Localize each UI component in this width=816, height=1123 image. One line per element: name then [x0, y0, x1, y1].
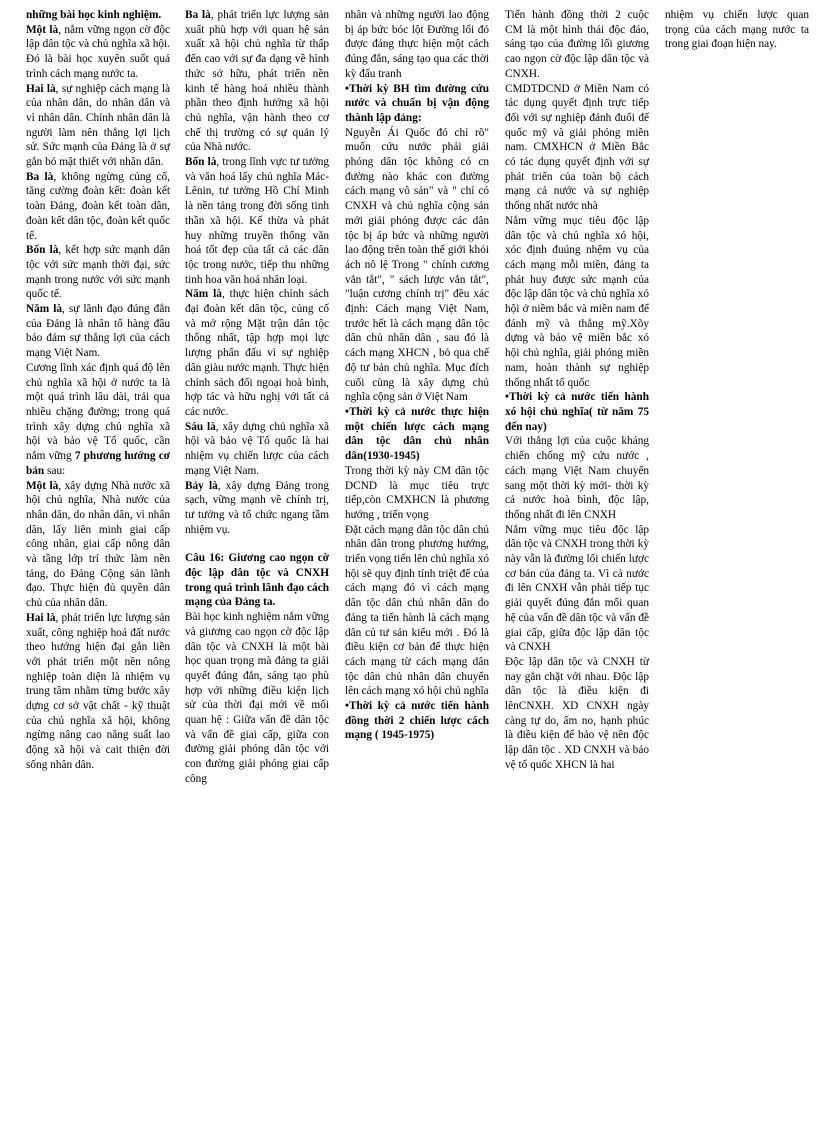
paragraph [185, 551, 329, 610]
bold-text: Sáu là [185, 420, 216, 433]
paragraph [26, 361, 170, 479]
body-text: nhân và những người lao động bị áp bức bóc lột Đường lối đó được đảng thực hiện một cách đúng đắn, sáng tạo qua các thời kỳ đấu tranh [345, 9, 489, 80]
paragraph [185, 610, 329, 786]
paragraph [345, 82, 489, 126]
paragraph [505, 523, 649, 655]
body-text: Với thắng lợi của cuộc kháng chiến chống mỹ cứu nước , cách mạng Việt Nam chuyển sang một thời kỳ mới- thời kỳ cả nước hoà bình, độc lập, thống nhất đi lên CNXH [505, 435, 649, 521]
body-text: , sự nghiệp cách mạng là của nhân dân, do nhân dân và vì nhân dân. Chính nhân dân là người làm nên thắng lợi lịch sử. Sức mạnh của Đảng là ở sự gắn bó mật thiết với nhân dân. [26, 82, 171, 169]
text-column-1 [26, 8, 170, 773]
paragraph [345, 523, 489, 699]
paragraph [26, 243, 170, 302]
body-text: , xây dựng chủ nghĩa xã hội và bảo vệ Tổ quốc là hai nhiệm vụ chiến lược của cách mạng Việt Nam. [185, 420, 329, 477]
bold-text: Câu 16: Giương cao ngọn cờ độc lập dân tộc và CNXH trong quá trình lãnh đạo cách mạng của Đảng ta. [185, 552, 329, 609]
bold-text: •Thời kỳ cả nước tiến hành đồng thời 2 chiến lược cách mạng ( 1945-1975) [345, 700, 489, 742]
body-text: , không ngừng củng cố, tăng cường đoàn kết: đoàn kết toàn Đảng, đoàn kết toàn dân, đoàn kết dân tộc, đoàn kết quốc tế. [26, 170, 171, 242]
body-text: , nắm vững ngọn cờ độc lập dân tộc và chủ nghĩa xã hội. Đó là bài học xuyên suốt quá trình cách mạng nước ta. [26, 23, 171, 80]
body-text: Tiến hành đồng thời 2 cuộc CM là một hình thái độc đáo, sáng tạo của đường lối giương cao ngọn cờ độc lập dân tộc và CNXH. [505, 9, 649, 80]
body-text: , xây dựng Nhà nước xã hội chủ nghĩa, Nhà nước của nhân dân, do nhân dân, vì nhân dân, lấy liên minh giai cấp công nhân, giai cấp nông dân và tầng lớp trí thức làm nền tảng, do Đảng Cộng sản lãnh đạo. Thực hiện đủ quyền dân chủ của nhân dân. [26, 479, 170, 610]
body-text: , xây dựng Đảng trong sạch, vững mạnh về chính trị, tư tưởng và tổ chức ngang tầm nhiệm vụ. [185, 479, 329, 536]
bold-text: Một là [26, 23, 59, 36]
body-text: , phát triển lực lượng sản xuất phù hợp với quan hệ sản xuất xã hội chủ nghĩa từ thấp đến cao với sự đa dạng về hình thức sở hữu, phát triển nền kinh tế hàng hoá nhiều thành phần theo định hướng xã hội chủ nghĩa, vận hành theo cơ chế thị trường có sự quản lý của Nhà nước. [185, 9, 330, 154]
body-text: Độc lập dân tộc và CNXH từ nay gắn chặt với nhau. Độc lập dân tộc là điều kiện đi lênCNXH. XD CNXH ngày càng tự do, ấm no, hạnh phúc là điều kiện để bảo vệ nền độc lập dân tộc . XD CNXH và bảo vệ tổ quốc XHCN là hai [505, 655, 649, 771]
paragraph [185, 287, 329, 419]
paragraph [26, 302, 170, 361]
body-text: nhiệm vụ chiến lược quan trọng của cách mạng nước ta trong giai đoạn hiện nay. [665, 9, 809, 51]
body-text: Nắm vững mục tiêu độc lập dân tộc và CNXH trong thời kỳ này vẫn là đường lối chiến lược cơ bản của đảng ta. Vì cả nước đi lên CNXH vẫn phải tiếp tục giải quyết đúng đắn mối quan hệ của vấn đề dân tộc và vấn đề giai cấp, giữa độc lập dân tộc và CNXH [505, 523, 649, 654]
bold-text: Một là [26, 479, 59, 492]
paragraph [345, 8, 489, 82]
bold-text: •Thời kỳ BH tìm đường cứu nước và chuẩn bị vận động thành lập đảng: [345, 82, 489, 124]
bold-text: Hai là [26, 611, 56, 624]
body-text: Đặt cách mạng dân tộc dân chủ nhân dân trong phương hướng, triển vọng tiến lên chủ nghĩa xó hội sẽ quy định tính triệt để của cách mạng đó vì cách mạng dân tộc dân chủ nhân dân do đảng ta tiến hành là cách mạng dân củ tư sản kiểu mới . Đó là điều kiện cơ bản để thực hiện cách mạng từ cách mạng dân tộc dân chủ nhân dân chuyển lên cách mạng xó hội chủ nghĩa [345, 523, 489, 698]
body-text: , sự lãnh đạo đúng đắn của Đảng là nhân tố hàng đầu bảo đảm sự thắng lợi của cách mạng Việt Nam. [26, 303, 170, 360]
paragraph [505, 82, 649, 214]
body-text: , kết hợp sức mạnh dân tộc với sức mạnh thời đại, sức mạnh trong nước với sức mạnh quốc tế. [26, 244, 170, 301]
paragraph [185, 8, 329, 155]
bold-text: Ba là [26, 170, 54, 183]
paragraph [665, 8, 809, 52]
body-text: , thực hiện chính sách đại đoàn kết dân tộc, củng cố và mở rộng Mặt trận dân tộc thống nhất, tập hợp mọi lực lượng phấn đấu vì sự nghiệp dân giàu nước mạnh. Thực hiện chính sách đối ngoại hoà bình, hợp tác và hữu nghị với tất cả các nước. [185, 288, 329, 418]
paragraph [26, 479, 170, 611]
bold-text: 7 phương hướng cơ bản [26, 450, 171, 477]
bold-text: Hai là [26, 82, 56, 95]
body-text: Nguyễn Ái Quốc đó chỉ rõ" muốn cứu nước phải giải phóng dân tộc không có cn đường nào khác con đường cách mạng vô sản" và " chỉ có CNXH và chủ nghĩa cộng sản mới giải phóng được các dân tộc bị áp bức và những người lao động trên toàn thế giới khỏi ách nô lệ Trong " chính cương vắn tắt", " sách lược vắn tắt", "luận cương chính trị" đều xác định: Cách mạng Việt Nam, trước hết là cách mạng dân tộc dân chủ nhân dân , sau đó là cách mạng XHCN , bỏ qua chế độ tư bản chủ nghĩa. Mục đích cuối cùng là xây dựng chủ nghĩa cộng sản ở Việt Nam [345, 126, 489, 404]
body-text: Cương lĩnh xác định quá độ lên chủ nghĩa xã hội ở nước ta là một quá trình lâu dài, trải qua nhiều chặng đường; trong quá trình xây dựng chủ nghĩa xã hội và bảo vệ Tổ quốc, cần nắm vững [26, 361, 170, 463]
bold-text: •Thời kỳ cả nước tiến hành xó hội chủ nghĩa( từ năm 75 đến nay) [505, 391, 649, 433]
bold-text: Bảy là [185, 479, 218, 492]
paragraph [26, 170, 170, 244]
paragraph [26, 8, 170, 23]
paragraph [505, 390, 649, 434]
body-text: Trong thời kỳ này CM dân tộc DCND là mục tiêu trực tiếp,còn CMXHCN là phương hướng , triển vọng [345, 464, 489, 521]
body-text: , trong lĩnh vực tư tưởng và văn hoá lấy chủ nghĩa Mác-Lênin, tư tưởng Hồ Chí Minh là nền tảng trong đời sống tinh thần xã hội. Kế thừa và phát huy những truyền thống văn hoá tốt đẹp của tất cả các dân tộc trong nước, tiếp thu những tinh hoa văn hoá nhân loại. [185, 156, 329, 286]
paragraph [345, 464, 489, 523]
text-column-5 [665, 8, 809, 52]
bold-text: Ba là [185, 9, 211, 21]
paragraph [26, 82, 170, 170]
body-text: Bài học kinh nghiệm nắm vững và giương cao ngọn cờ độc lập dân tộc và CNXH là một bài học quan trọng mà đảng ta giải quyết đúng đắn, sáng tạo phù hợp với những điều kiện lịch sử của thời đại mới về mối quan hệ : Giữa vấn đề dân tộc và vấn đề giai cấp, giữa con đường giải phóng dân tộc với con đường giải phóng giai cấp công [185, 611, 329, 785]
text-column-2 [185, 8, 329, 787]
paragraph [26, 23, 170, 82]
paragraph [505, 434, 649, 522]
text-column-4 [505, 8, 649, 773]
bold-text: Năm là [26, 303, 62, 316]
body-text: CMDTDCND ở Miền Nam có tác dụng quyết định trực tiếp đối với sự nghiệp đánh đuổi đế quốc mỹ và giải phóng miền nam. CMXHCN ở Miền Bắc có tác dụng quyết định với sự phát triển của toàn bộ cách mạng cả nước và sự nghiệp thống nhất nước nhà [505, 82, 649, 213]
paragraph [185, 420, 329, 479]
body-text: , phát triển lực lượng sản xuất, công nghiệp hoá đất nước theo hướng hiện đại gắn liền với phát triển một nền nông nghiệp toàn diện là nhiệm vụ trung tâm nhằm từng bước xây dựng cơ sở vật chất - kỹ thuật của chủ nghĩa xã hội, không ngừng nâng cao năng suất lao động xã hội và cait thiện đời sống nhân dân. [26, 611, 170, 771]
paragraph [185, 479, 329, 538]
bold-text: Bốn là [185, 156, 217, 169]
paragraph [345, 699, 489, 743]
bold-text: Năm là [185, 288, 222, 301]
text-column-3 [345, 8, 489, 743]
paragraph [345, 405, 489, 464]
paragraph [505, 214, 649, 390]
paragraph [505, 655, 649, 773]
paragraph [345, 126, 489, 405]
bold-text: •Thời kỳ cả nước thực hiện một chiến lược cách mạng dân tộc dân chủ nhân dân(1930-1945) [345, 405, 489, 463]
paragraph [505, 8, 649, 82]
bold-text: những bài học kinh nghiệm. [26, 9, 162, 21]
paragraph [185, 155, 329, 287]
bold-text: Bốn là [26, 244, 59, 257]
paragraph [26, 611, 170, 773]
body-text: sau: [44, 464, 66, 477]
body-text: Nắm vững mục tiêu độc lập dân tộc và chủ nghĩa xó hội, xóc định đuúng nhệm vụ của cách mạng mỗi miền, đảng ta phát huy được sức mạnh của độc lập dân tộc và chủ nghĩa xó hội ở niềm bắc và miền nam để đánh mỹ và thắng mỹ.Xõy dựng và bảo vệ miền bắc xó hội chủ nghĩa, giải phóng miền nam, hoàn thành sự nghiệp thống nhất tổ quốc [505, 214, 649, 389]
